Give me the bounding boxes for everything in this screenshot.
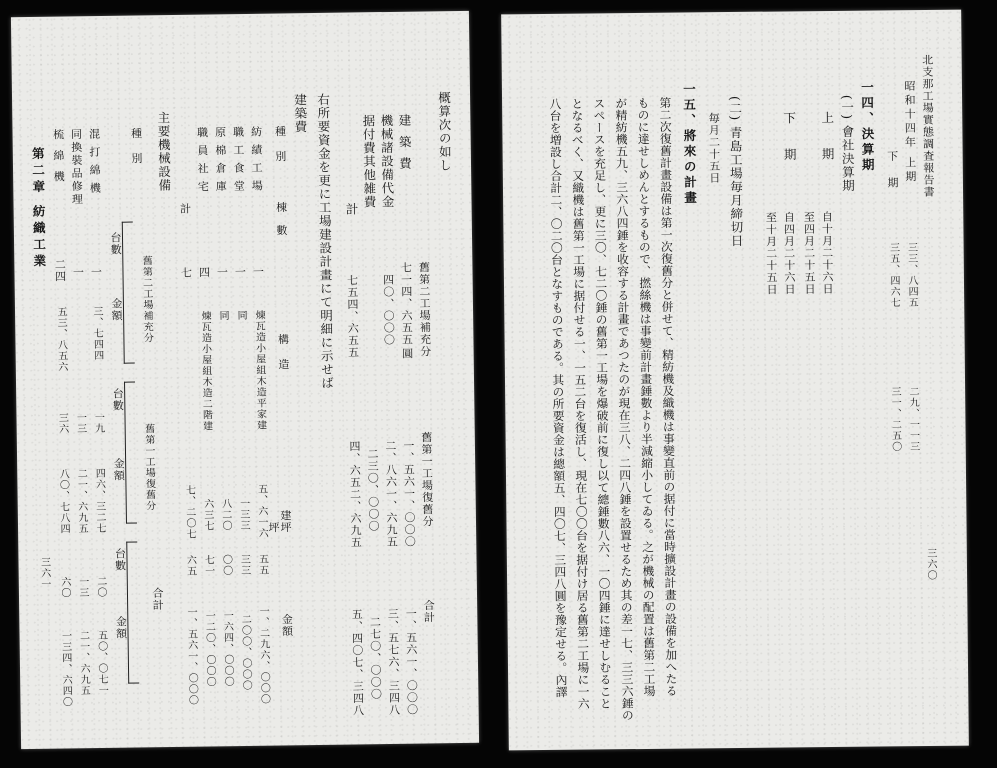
machine-subcol: 金額 bbox=[109, 297, 124, 322]
section-14-sub1: (一) 會社決算期 bbox=[839, 94, 856, 193]
machine-subcol: 金額 bbox=[112, 457, 126, 482]
machine-row-c3: 一三 bbox=[76, 576, 89, 599]
budget-item-label: 機械諸設備代金 bbox=[378, 113, 396, 209]
building-col-amount: 金額 bbox=[280, 613, 294, 638]
shimo-label: 下 期 bbox=[781, 111, 798, 171]
budget-item-label: 建築費 bbox=[396, 113, 413, 179]
machine-row-c3: 六〇 bbox=[58, 576, 71, 599]
building-row-area: 八二〇 bbox=[219, 498, 232, 532]
building-row-struct: 同 bbox=[235, 309, 247, 322]
building-row-area: 五、六一六 bbox=[255, 483, 268, 539]
section-14-sub2-value: 毎月二十五日 bbox=[707, 112, 721, 185]
period-label-upper: 昭和十四年 上期 bbox=[902, 80, 917, 185]
machine-row-c2: 一三 bbox=[74, 412, 86, 435]
machine-row-a1: 三、七四四 bbox=[90, 305, 103, 362]
machine-subcol: 台數 bbox=[113, 547, 127, 572]
building-row-amount: 一、二九六、〇〇〇 bbox=[257, 605, 270, 705]
note-text: 右所要資金を更に工場建設計畫にて明細に示せば bbox=[315, 92, 335, 390]
building-heading: 建築費 bbox=[292, 93, 309, 134]
section-14-sub2: (二) 青島工場毎月締切日 bbox=[727, 95, 745, 248]
building-row-tsubo: 五五 bbox=[256, 553, 268, 576]
body-line: が精紡機五九、三六八四錘を收容する計畫であつたのが現在三八、二四八錘を設置せるため其の差一七、三三六錘の bbox=[613, 97, 635, 722]
machine-col-group3: 合計 bbox=[150, 587, 165, 612]
machine-col-group1: 舊第二工場補充分 bbox=[140, 255, 153, 344]
period-value: 二九、一一三 bbox=[907, 386, 919, 453]
shimo-date-from: 自四月二十六日 bbox=[782, 211, 797, 296]
building-row-name: 職工食堂 bbox=[231, 125, 246, 199]
brace-group1 bbox=[122, 222, 135, 364]
budget-header-2: 舊第一工場復舊分 bbox=[419, 431, 435, 528]
machine-heading: 主要機械設備 bbox=[155, 111, 172, 193]
building-row-amount: 一六四、〇〇〇 bbox=[221, 610, 234, 688]
budget-unit: 圓 bbox=[400, 347, 414, 360]
building-total-name: 計 bbox=[178, 202, 192, 215]
body-line: スペースを充足し、更に三〇、七二〇錘の舊第一工場を爆破前に復し以て總錘數八六、一〇四錘に達せしむること bbox=[591, 97, 613, 710]
machine-row-a3: 五〇、〇七一 bbox=[95, 629, 108, 697]
machine-row-c1: 二四 bbox=[53, 258, 67, 283]
period-value: 三三、八四五 bbox=[905, 242, 918, 309]
body-line: 第二次復舊計畫設備は第一次復舊分と併せて、精紡機及織機は事變直前の据付に當時擴設計畫の設備を加へたる bbox=[657, 96, 679, 697]
body-line: 八台を増設し合計二、〇二〇台となすものである。其の所要資金は總額五、四〇七、三四八圓を豫定せる。內譯 bbox=[547, 97, 569, 698]
right-page bbox=[501, 10, 969, 751]
machine-row-c1: 一 bbox=[71, 266, 85, 279]
machine-row-a3: 二一、六九五 bbox=[77, 630, 90, 697]
budget-item-value: 一、五六一、〇〇〇 bbox=[404, 607, 419, 716]
building-row-count: 一 bbox=[251, 265, 265, 278]
machine-col-type: 種別 bbox=[129, 127, 144, 178]
machine-row-c2: 三六 bbox=[56, 412, 68, 435]
machine-row-a2: 二一、六九五 bbox=[75, 468, 88, 535]
machine-row-a2: 四六、三二七 bbox=[93, 467, 106, 535]
budget-item-value: 一、五六一、〇〇〇 bbox=[401, 439, 417, 548]
chapter-title: 第二章 紡織工業 bbox=[30, 146, 47, 271]
running-header: 北支那工場實態調査報告書 bbox=[920, 53, 936, 199]
machine-row-name: 同換裝品修理 bbox=[69, 128, 84, 207]
budget-total-value: 五、四〇七、三四八 bbox=[350, 608, 365, 717]
building-col-type: 種別 bbox=[273, 125, 288, 176]
building-total-area: 七、二〇七 bbox=[183, 484, 196, 540]
budget-item-value: 七一四、六五五 bbox=[399, 261, 414, 346]
building-row-tsubo: 三三 bbox=[238, 553, 250, 577]
building-total-tsubo: 六五 bbox=[184, 554, 196, 577]
machine-col-group2: 舊第一工場復舊分 bbox=[142, 423, 155, 512]
machine-row-a1: 五三、八五六 bbox=[54, 306, 67, 373]
section-15-title: 一五、將來の計畫 bbox=[681, 82, 698, 207]
machine-row-name: 梳綿機 bbox=[51, 128, 66, 192]
machine-row-c3: 二〇 bbox=[94, 575, 107, 599]
budget-header-3: 合計 bbox=[422, 599, 436, 624]
page-number-right: 三六〇 bbox=[924, 547, 937, 582]
budget-item-value: 三、五七六、三四八 bbox=[386, 607, 401, 717]
machine-row-c1: 一 bbox=[89, 265, 103, 279]
left-page bbox=[11, 11, 479, 749]
body-line: ものに達せしめんとするもので、撚絲機は事變前計畫錘數より半減縮小してゐる。之が機械の配置は舊第二工場 bbox=[635, 96, 657, 697]
building-row-tsubo: 七一 bbox=[202, 554, 214, 577]
building-col-tsubo: 坪 bbox=[266, 521, 281, 534]
building-row-name: 紡績工場 bbox=[249, 125, 264, 198]
building-row-count: 一 bbox=[215, 266, 229, 279]
building-col-struct: 構造 bbox=[276, 333, 291, 384]
building-total-count: 七 bbox=[179, 266, 193, 279]
brace-group3 bbox=[126, 542, 139, 684]
machine-subcol: 台數 bbox=[108, 231, 123, 256]
building-row-count: 四 bbox=[197, 266, 211, 279]
intro-text: 概算次の如し bbox=[436, 91, 453, 173]
machine-subcol: 金額 bbox=[114, 615, 128, 640]
kami-label: 上 期 bbox=[819, 110, 836, 171]
building-col-area: 建坪 bbox=[278, 509, 293, 534]
building-row-count: 一 bbox=[233, 265, 247, 279]
brace-group2 bbox=[124, 382, 137, 524]
kami-date-from: 自十月二十六日 bbox=[820, 210, 835, 296]
budget-item-value: 四〇、〇〇〇 bbox=[381, 273, 396, 347]
building-row-area: 六三七 bbox=[201, 498, 214, 532]
building-row-amount: 一二〇、〇〇〇 bbox=[203, 610, 216, 688]
building-row-name: 職員社宅 bbox=[195, 126, 210, 199]
building-row-struct: 煉瓦造小屋組木造平家建 bbox=[253, 309, 266, 431]
budget-total-value: 七五四、六五五 bbox=[345, 274, 360, 359]
budget-item-label: 据付費其他雑費 bbox=[360, 114, 378, 209]
budget-header-1: 舊第二工場補充分 bbox=[417, 261, 432, 358]
period-value: 三一、二五〇 bbox=[889, 386, 901, 453]
shimo-date-to: 至十月二十五日 bbox=[764, 211, 779, 296]
page-number-left: 三六一 bbox=[38, 556, 50, 590]
body-line: となるべく、又織機は舊第一工場に据付せる一、一五二台を復活し、現在七〇〇台を据付け居る舊第二工場に一六 bbox=[569, 97, 591, 710]
budget-item-value: 二三〇、〇〇〇 bbox=[365, 448, 381, 533]
budget-total-value: 四、六五二、六九五 bbox=[347, 440, 363, 549]
section-14-title: 一四、決算期 bbox=[859, 80, 876, 174]
building-total-amount: 一、五六一、〇〇〇 bbox=[185, 606, 198, 706]
period-value: 三五、四六七 bbox=[887, 242, 900, 309]
building-row-area: 一三三 bbox=[237, 497, 250, 532]
period-label-lower: 下 期 bbox=[885, 150, 900, 194]
budget-item-value: 二、八六一、六九五 bbox=[383, 439, 399, 549]
building-row-name: 原棉倉庫 bbox=[213, 126, 228, 199]
machine-row-name: 混打綿機 bbox=[87, 127, 102, 201]
machine-row-c2: 一九 bbox=[92, 411, 104, 435]
building-row-struct: 同 bbox=[217, 310, 229, 322]
budget-total-label: 計 bbox=[344, 202, 360, 217]
machine-subcol: 台數 bbox=[111, 387, 125, 412]
building-row-struct: 煉瓦造小屋組木造二階建 bbox=[199, 310, 212, 432]
building-row-amount: 二〇〇、〇〇〇 bbox=[239, 613, 252, 692]
building-row-tsubo: 〇〇 bbox=[220, 554, 232, 577]
kami-date-to: 至四月二十五日 bbox=[802, 211, 817, 296]
machine-row-a2: 八〇、七八四 bbox=[57, 468, 70, 535]
machine-row-a3: 一三四、六四〇 bbox=[59, 630, 72, 708]
building-col-count: 棟數 bbox=[274, 201, 289, 248]
budget-item-value: 二七〇、〇〇〇 bbox=[368, 616, 383, 701]
